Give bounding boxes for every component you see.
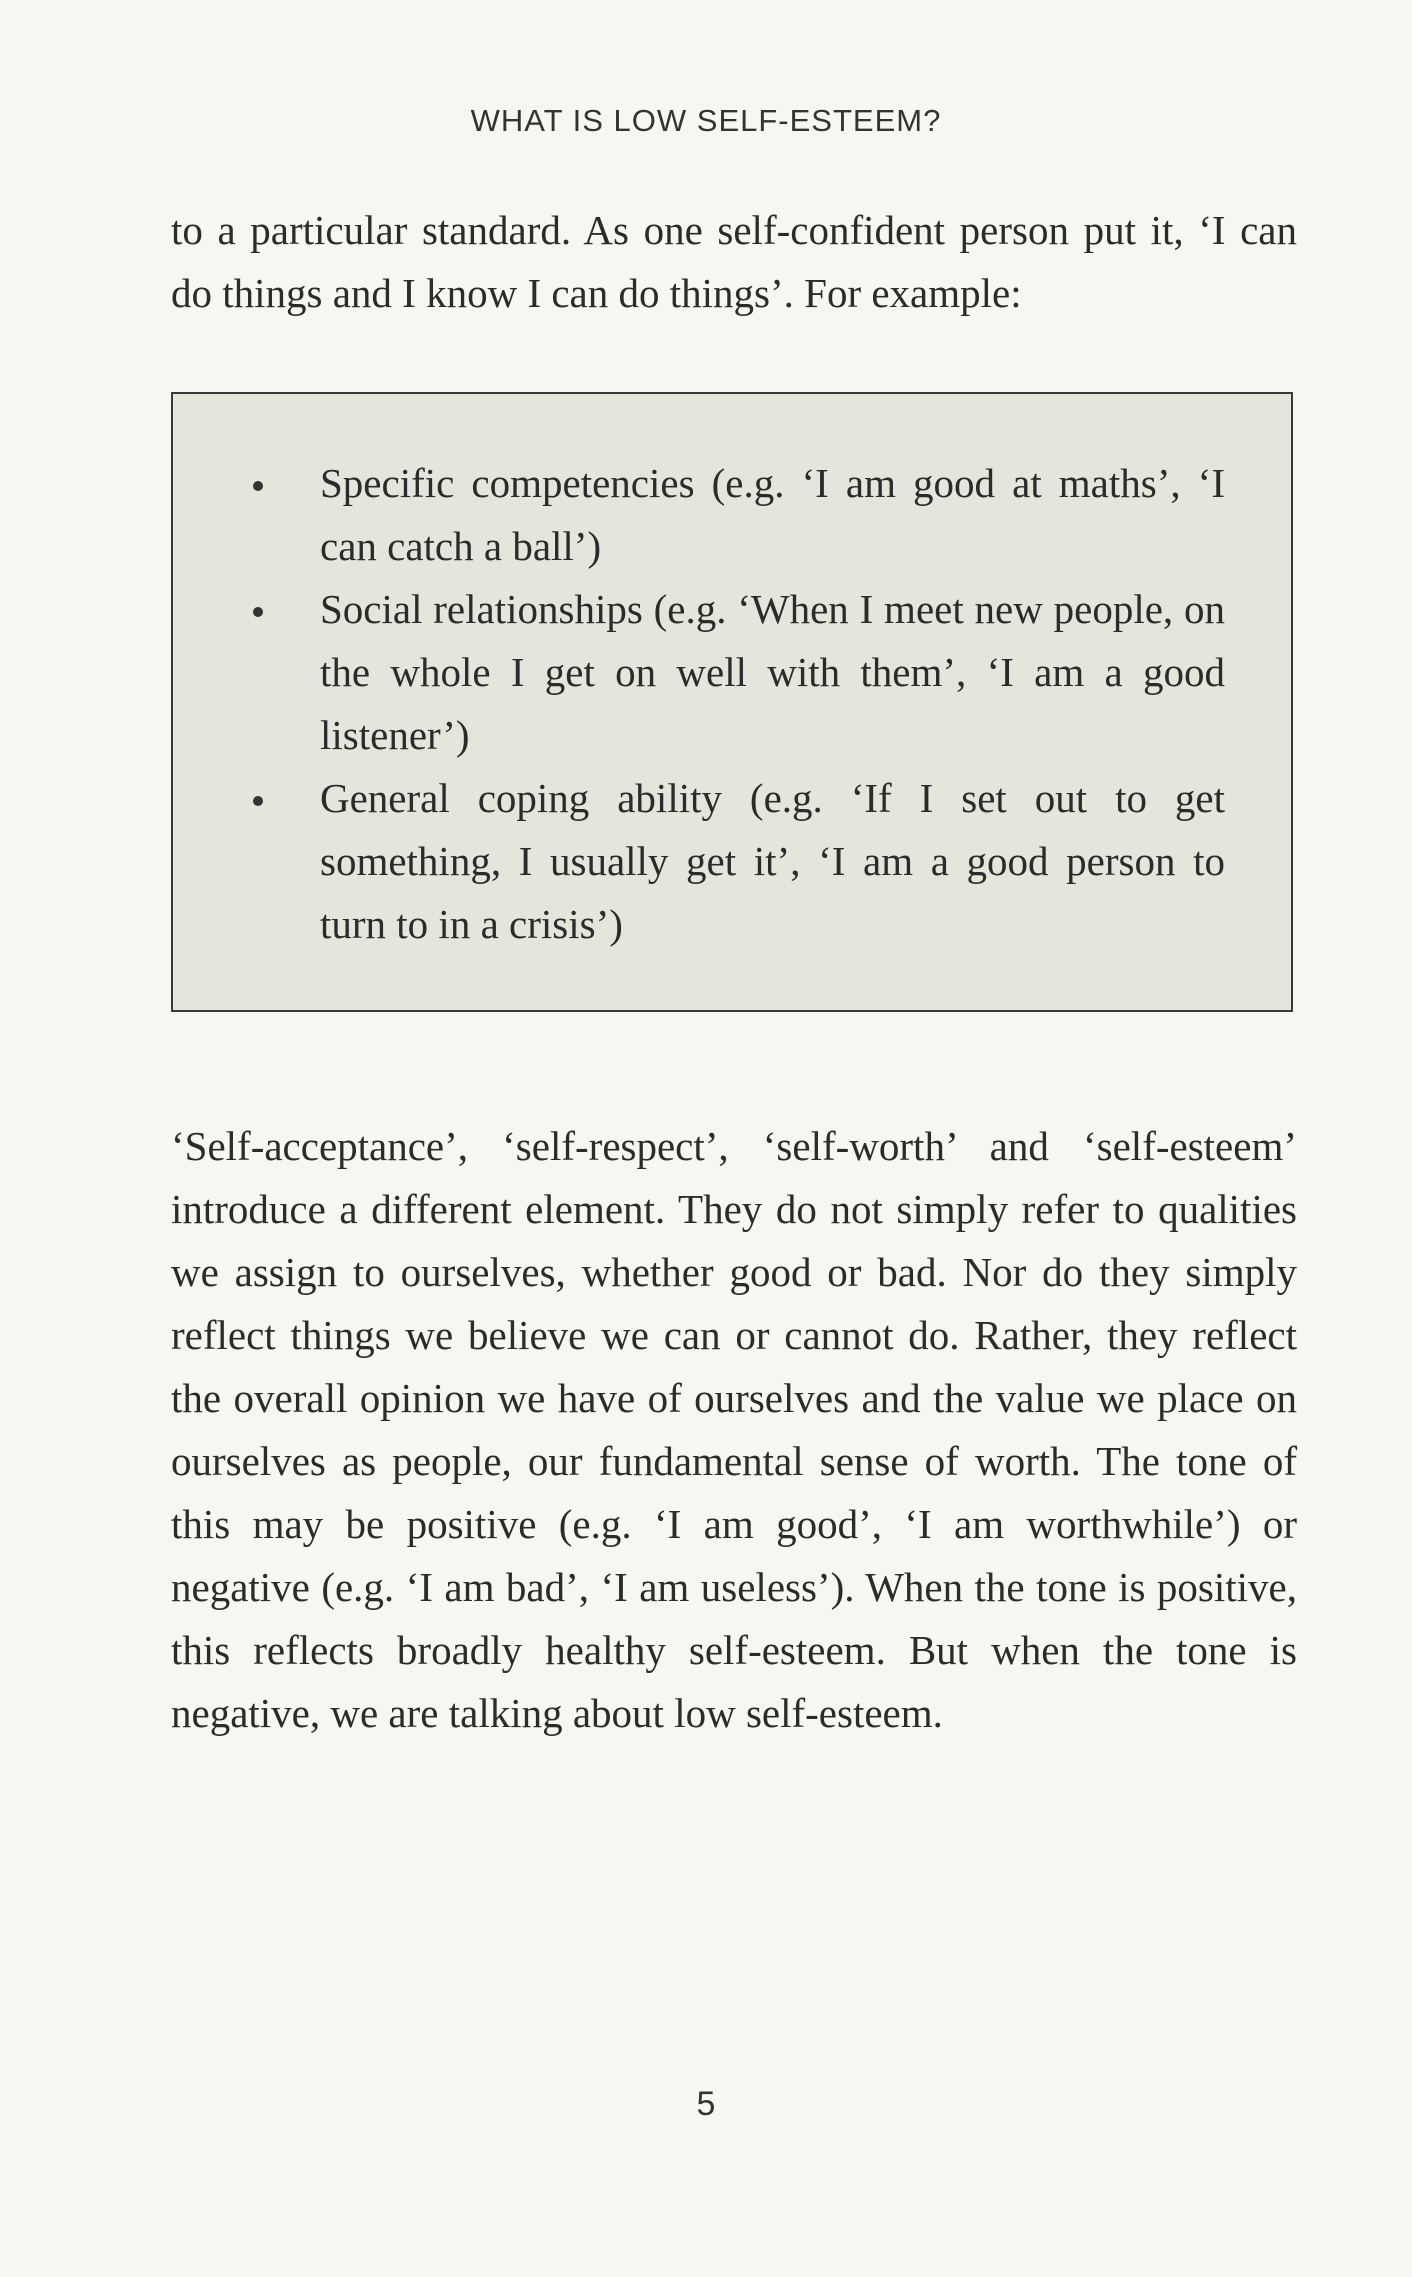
bullet-item [173,578,1291,767]
running-header: WHAT IS LOW SELF-ESTEEM? [470,103,942,138]
bullet-dot-icon [253,607,263,617]
page-number: 5 [696,2085,716,2123]
intro-paragraph: to a particular standard. As one self-confident person put it, ‘I can do things and I know I can do things’. For example: [171,207,1297,316]
bullet-item [173,452,1291,578]
bullet-text: Social relationships (e.g. ‘When I meet new people, on the whole I get on well with them’, ‘I am a good listener’) [320,586,1225,758]
bullet-text: General coping ability (e.g. ‘If I set out to get something, I usually get it’, ‘I am a good person to turn to in a crisis’) [320,775,1225,947]
example-bullet-list [173,452,1291,956]
bullet-dot-icon [253,796,263,806]
bullet-text: Specific competencies (e.g. ‘I am good at maths’, ‘I can catch a ball’) [320,460,1225,569]
bullet-item [173,767,1291,956]
example-box [171,392,1293,1012]
bullet-dot-icon [253,481,263,491]
main-paragraph: ‘Self-acceptance’, ‘self-respect’, ‘self-worth’ and ‘self-esteem’ introduce a different element. They do not simply refer to qualities we assign to ourselves, whether good or bad. Nor do they simply reflect things we believe we can or cannot do. Rather, they reflect the overall opinion we have of ourselves and the value we place on ourselves as people, our fundamental sense of worth. The tone of this may be positive (e.g. ‘I am good’, ‘I am worthwhile’) or negative (e.g. ‘I am bad’, ‘I am useless’). When the tone is positive, this reflects broadly healthy self-esteem. But when the tone is negative, we are talking about low self-esteem. [171,1123,1297,1736]
